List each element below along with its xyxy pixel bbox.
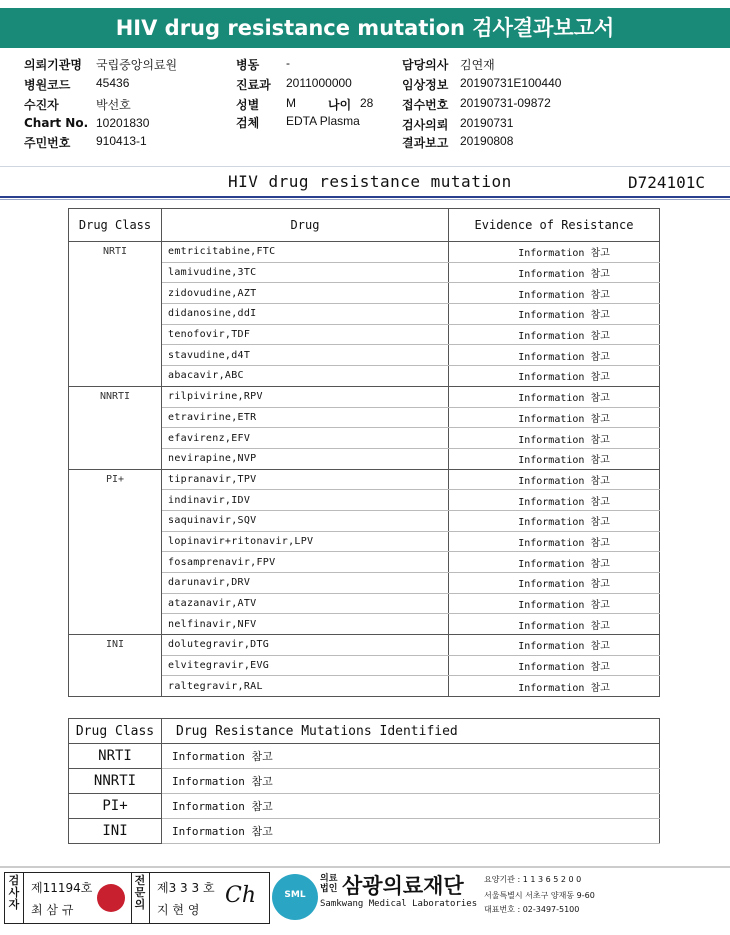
drug-cell: rilpivirine,RPV: [162, 386, 449, 407]
approver-name: 지 현 영: [157, 903, 200, 917]
evidence-cell: Information 참고: [449, 635, 660, 656]
evidence-cell: Information 참고: [449, 324, 660, 345]
approver-label: 전문의: [134, 874, 146, 911]
evidence-cell: Information 참고: [449, 242, 660, 263]
drug-cell: tenofovir,TDF: [162, 324, 449, 345]
address: 서울특별시 서초구 양재동 9-60: [484, 891, 595, 900]
evidence-cell: Information 참고: [449, 573, 660, 594]
tester-name: 최 삼 규: [31, 903, 74, 917]
sex-value: M: [286, 96, 296, 110]
evidence-cell: Information 참고: [449, 345, 660, 366]
evidence-cell: Information 참고: [449, 304, 660, 325]
evidence-cell: Information 참고: [449, 531, 660, 552]
mutation-cell: Information 참고: [162, 794, 660, 819]
evidence-cell: Information 참고: [449, 262, 660, 283]
ward-label: 병동: [236, 58, 260, 72]
table-row: [69, 386, 660, 407]
evidence-cell: Information 참고: [449, 593, 660, 614]
divider: [149, 873, 150, 923]
evidence-cell: Information 참고: [449, 428, 660, 449]
requester-value: 국립중앙의료원: [96, 58, 178, 72]
report-code: D724101C: [628, 173, 706, 192]
evidence-cell: Information 참고: [449, 469, 660, 490]
org-english-name: Samkwang Medical Laboratories: [320, 899, 478, 909]
tester-license: 제11194호: [31, 881, 93, 895]
report-date-value: 20190808: [460, 134, 514, 148]
evidence-cell: Information 참고: [449, 448, 660, 469]
drug-cell: saquinavir,SQV: [162, 510, 449, 531]
specimen-label: 검체: [236, 116, 260, 130]
column-header: Drug Class: [69, 719, 162, 744]
patient-label: 수진자: [24, 98, 59, 112]
requester-label: 의뢰기관명: [24, 58, 82, 72]
table-row: [69, 769, 660, 794]
drug-cell: atazanavir,ATV: [162, 593, 449, 614]
chart-label: Chart No.: [24, 116, 89, 130]
drug-class-cell: NNRTI: [69, 386, 162, 469]
doctor-label: 담당의사: [402, 58, 449, 72]
sml-logo-icon: [272, 874, 318, 920]
drug-class-cell: INI: [69, 819, 162, 844]
report-date-label: 결과보고: [402, 136, 449, 150]
drug-class-cell: NRTI: [69, 242, 162, 387]
mutation-cell: Information 참고: [162, 769, 660, 794]
drug-cell: stavudine,d4T: [162, 345, 449, 366]
drug-cell: abacavir,ABC: [162, 366, 449, 387]
report-title-banner: HIV drug resistance mutation 검사결과보고서: [0, 8, 730, 48]
drug-cell: fosamprenavir,FPV: [162, 552, 449, 573]
request-date-label: 검사의뢰: [402, 118, 449, 132]
hospital-code-value: 45436: [96, 76, 130, 90]
dept-value: 2011000000: [286, 76, 352, 90]
signature: Ch: [225, 883, 257, 908]
drug-cell: dolutegravir,DTG: [162, 635, 449, 656]
drug-cell: nelfinavir,NFV: [162, 614, 449, 635]
doctor-value: 김연재: [460, 58, 495, 72]
phone: 대표번호 : 02-3497-5100: [484, 905, 580, 914]
hospital-code-label: 병원코드: [24, 78, 71, 92]
divider: [23, 873, 24, 923]
evidence-cell: Information 참고: [449, 614, 660, 635]
footer: [0, 866, 730, 935]
column-header: Drug: [162, 209, 449, 242]
resident-label: 주민번호: [24, 136, 71, 150]
care-number: 요양기관 : 1 1 3 6 5 2 0 0: [484, 875, 582, 884]
evidence-cell: Information 참고: [449, 510, 660, 531]
drug-class-cell: NRTI: [69, 744, 162, 769]
clinical-label: 임상정보: [402, 78, 449, 92]
drug-cell: raltegravir,RAL: [162, 676, 449, 697]
drug-cell: tipranavir,TPV: [162, 469, 449, 490]
org-prefix: 의료법인: [320, 874, 338, 894]
column-header: Drug Class: [69, 209, 162, 242]
evidence-cell: Information 참고: [449, 552, 660, 573]
chart-value: 10201830: [96, 116, 150, 130]
drug-cell: darunavir,DRV: [162, 573, 449, 594]
divider: [0, 866, 730, 868]
drug-class-cell: NNRTI: [69, 769, 162, 794]
evidence-cell: Information 참고: [449, 386, 660, 407]
column-header: Drug Resistance Mutations Identified: [162, 719, 660, 744]
table-row: [69, 744, 660, 769]
table-row: [69, 469, 660, 490]
logo-text: SML: [284, 890, 306, 900]
receipt-label: 접수번호: [402, 98, 449, 112]
drug-cell: indinavir,IDV: [162, 490, 449, 511]
clinical-value: 20190731E100440: [460, 76, 562, 90]
specimen-value: EDTA Plasma: [286, 114, 360, 128]
receipt-value: 20190731-09872: [460, 96, 551, 110]
mutation-cell: Information 참고: [162, 819, 660, 844]
dept-label: 진료과: [236, 78, 271, 92]
drug-cell: lopinavir+ritonavir,LPV: [162, 531, 449, 552]
column-header: Evidence of Resistance: [449, 209, 660, 242]
table-row: [69, 819, 660, 844]
divider: [0, 166, 730, 167]
divider: [131, 873, 132, 923]
evidence-cell: Information 참고: [449, 407, 660, 428]
signature-box: [4, 872, 270, 924]
drug-cell: lamivudine,3TC: [162, 262, 449, 283]
resident-value: 910413-1: [96, 134, 147, 148]
evidence-cell: Information 참고: [449, 283, 660, 304]
ward-value: -: [286, 56, 290, 70]
patient-value: 박선호: [96, 98, 131, 112]
tester-label: 검사자: [8, 874, 20, 911]
drug-class-cell: PI+: [69, 469, 162, 635]
table-row: [69, 794, 660, 819]
table-row: [69, 242, 660, 263]
drug-resistance-table: [68, 208, 660, 697]
mutations-table: [68, 718, 660, 844]
drug-cell: didanosine,ddI: [162, 304, 449, 325]
age-value: 28: [360, 96, 374, 110]
evidence-cell: Information 참고: [449, 490, 660, 511]
patient-info-panel: [0, 54, 730, 154]
drug-class-cell: INI: [69, 635, 162, 697]
age-label: 나이: [328, 98, 352, 112]
drug-cell: zidovudine,AZT: [162, 283, 449, 304]
approver-license: 제3 3 3 호: [157, 881, 215, 895]
drug-class-cell: PI+: [69, 794, 162, 819]
seal-icon: [97, 884, 125, 912]
drug-cell: elvitegravir,EVG: [162, 655, 449, 676]
evidence-cell: Information 참고: [449, 655, 660, 676]
table-row: [69, 635, 660, 656]
report-title-row: [0, 172, 730, 196]
divider: [0, 199, 730, 200]
evidence-cell: Information 참고: [449, 366, 660, 387]
org-name: 삼광의료재단: [342, 874, 464, 898]
drug-cell: emtricitabine,FTC: [162, 242, 449, 263]
drug-cell: efavirenz,EFV: [162, 428, 449, 449]
mutation-cell: Information 참고: [162, 744, 660, 769]
divider: [0, 196, 730, 198]
report-title: HIV drug resistance mutation: [228, 172, 512, 191]
request-date-value: 20190731: [460, 116, 514, 130]
drug-cell: etravirine,ETR: [162, 407, 449, 428]
evidence-cell: Information 참고: [449, 676, 660, 697]
sex-label: 성별: [236, 98, 260, 112]
drug-cell: nevirapine,NVP: [162, 448, 449, 469]
